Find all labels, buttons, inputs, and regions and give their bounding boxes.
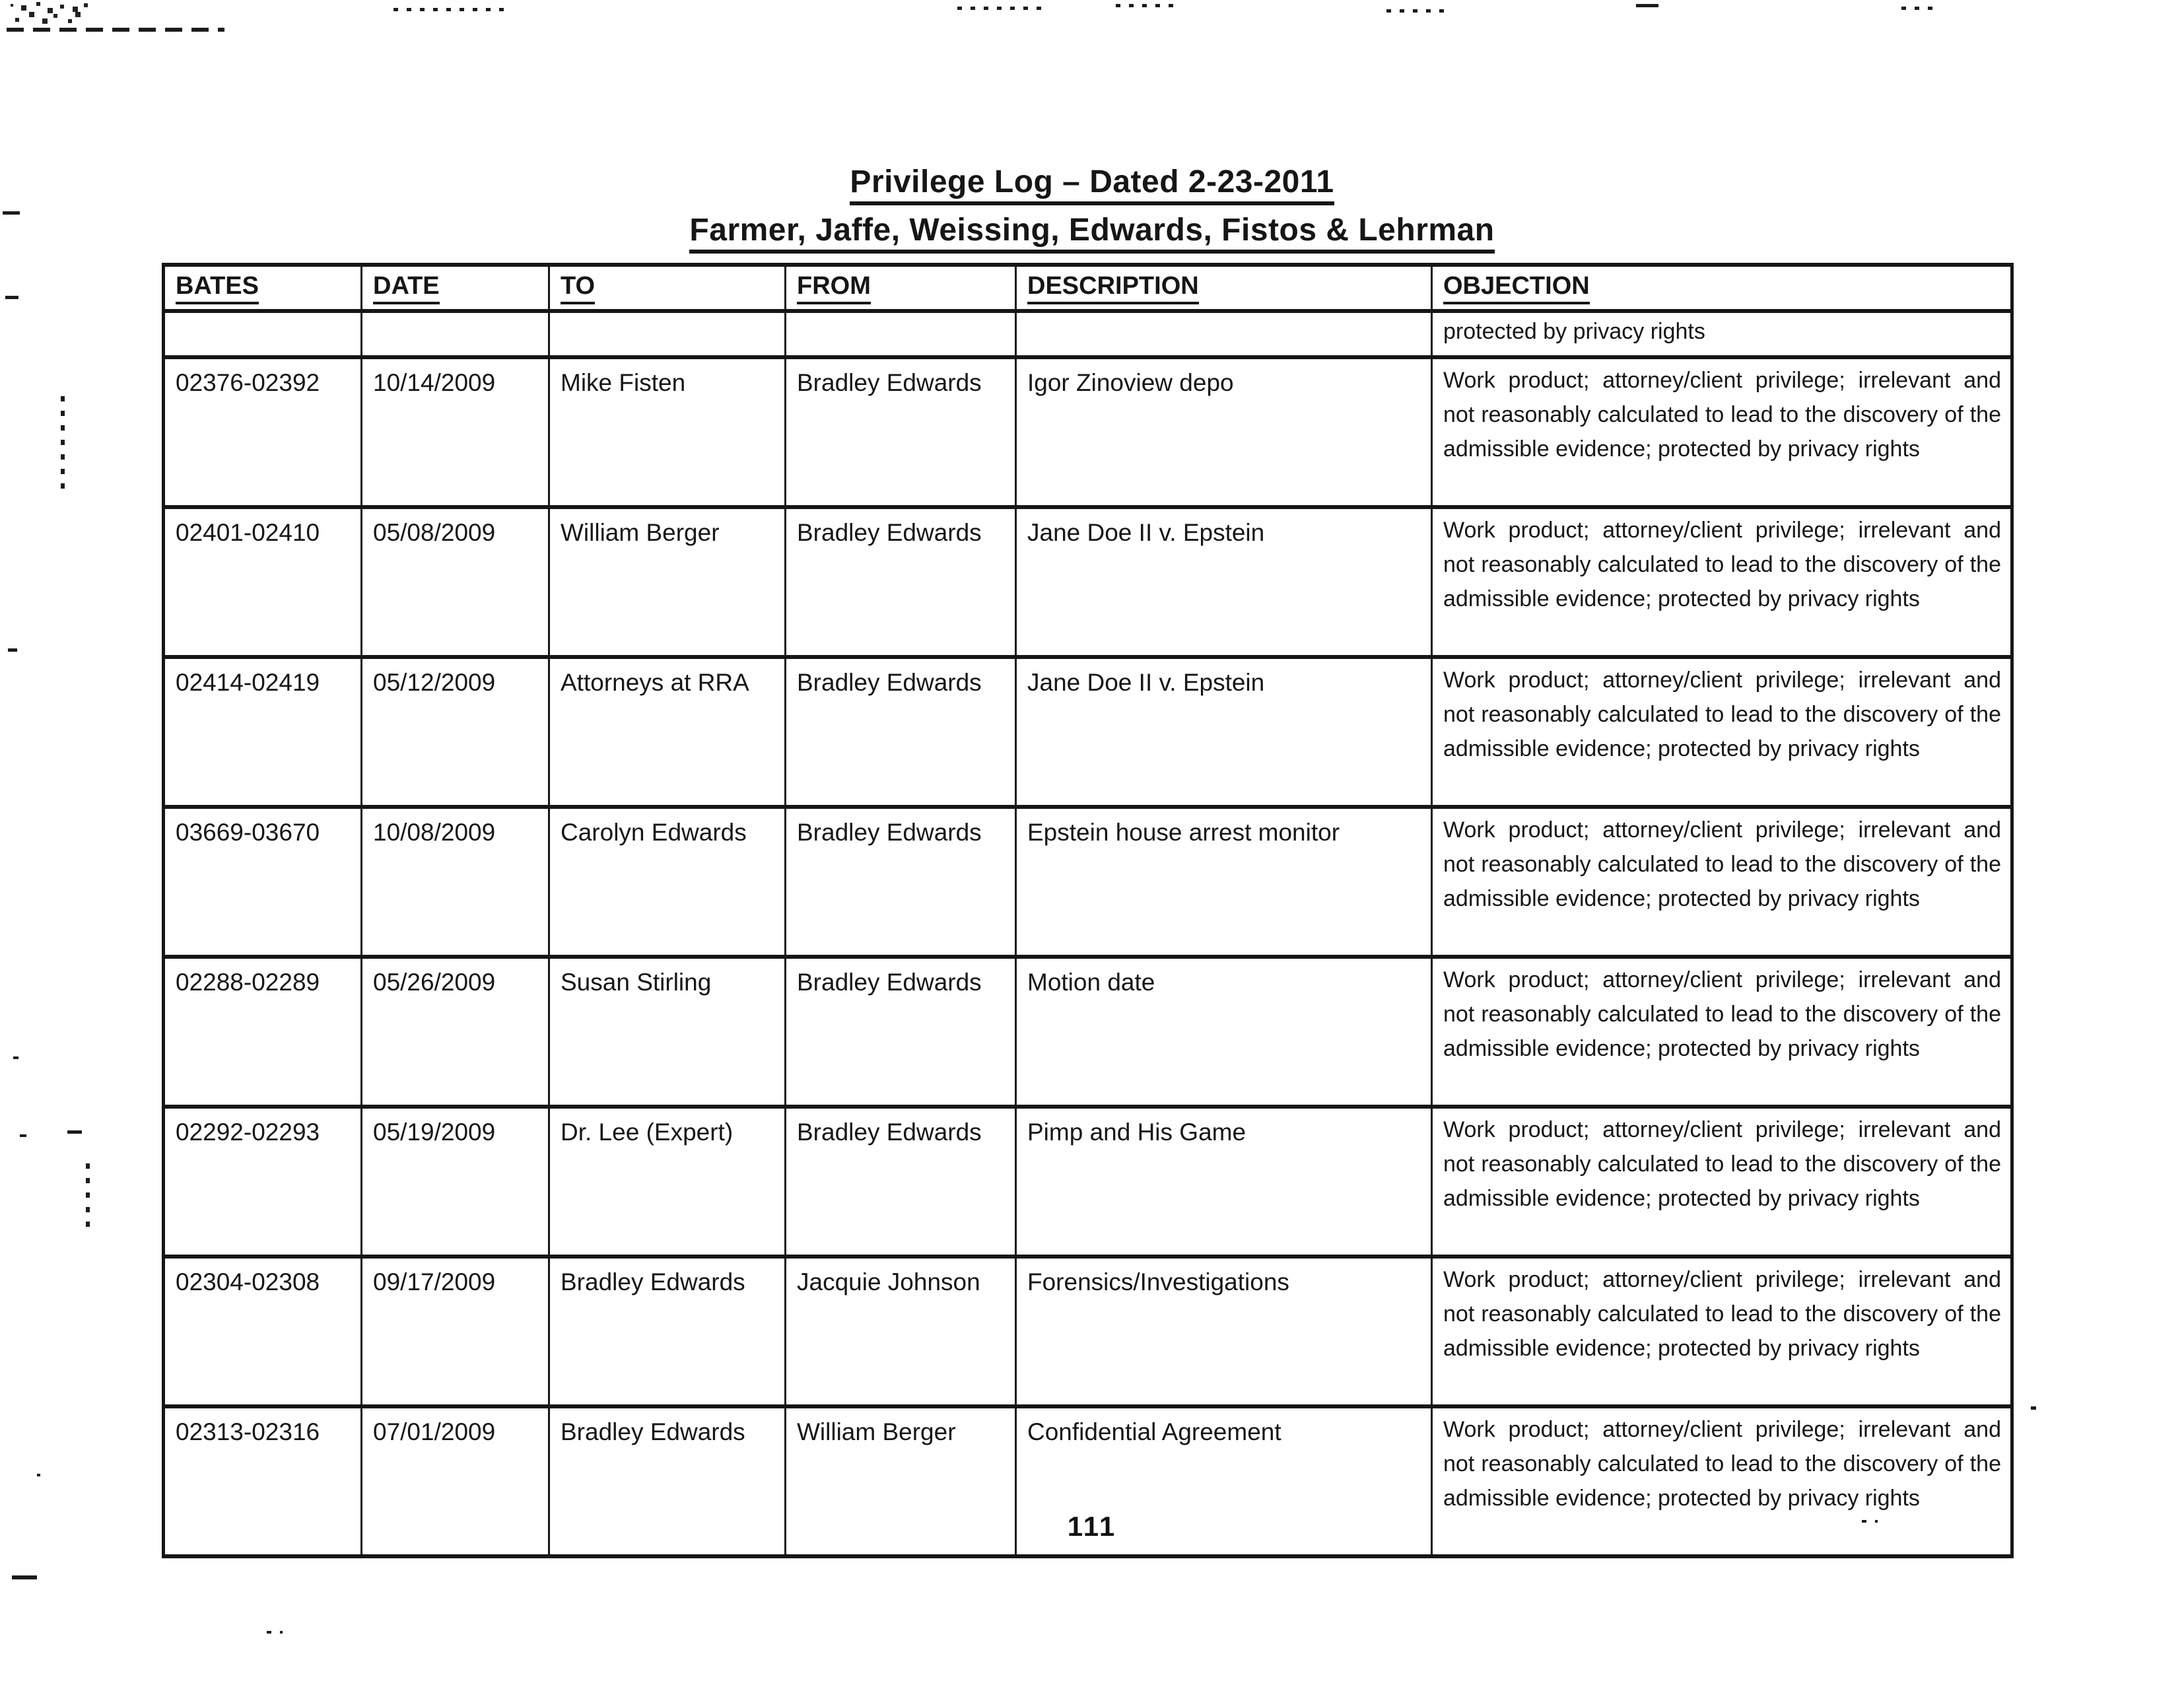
cell-date: 07/01/2009 — [362, 1406, 549, 1556]
table-row — [164, 311, 2012, 357]
cell-objection: Work product; attorney/client privilege; irrelevant and not reasonably calculated to lead to the discovery of the admissible evidence; protected by privacy rights — [1432, 1257, 2012, 1406]
cell-date: 10/08/2009 — [362, 807, 549, 957]
cell-date — [362, 311, 549, 357]
scan-artifact — [7, 28, 224, 32]
table-row — [164, 1257, 2012, 1406]
scan-artifact — [1636, 4, 1658, 7]
cell-description: Epstein house arrest monitor — [1016, 807, 1432, 957]
cell-to: Bradley Edwards — [549, 1406, 786, 1556]
cell-to: Carolyn Edwards — [549, 807, 786, 957]
cell-description: Confidential Agreement — [1016, 1406, 1432, 1556]
privilege-log-table — [162, 263, 2014, 1558]
cell-to: Dr. Lee (Expert) — [549, 1107, 786, 1257]
cell-to: William Berger — [549, 507, 786, 657]
cell-from: Bradley Edwards — [786, 357, 1016, 507]
cell-objection: Work product; attorney/client privilege; irrelevant and not reasonably calculated to lead to the discovery of the admissible evidence; protected by privacy rights — [1432, 957, 2012, 1107]
page-subtitle: Farmer, Jaffe, Weissing, Edwards, Fistos & Lehrman — [689, 213, 1494, 254]
cell-description: Motion date — [1016, 957, 1432, 1107]
cell-bates: 03669-03670 — [164, 807, 362, 957]
scan-artifact — [267, 1631, 283, 1634]
cell-description — [1016, 311, 1432, 357]
page-title: Privilege Log – Dated 2-23-2011 — [850, 165, 1334, 205]
cell-objection: Work product; attorney/client privilege; irrelevant and not reasonably calculated to lead to the discovery of the admissible evidence; protected by privacy rights — [1432, 807, 2012, 957]
scan-artifact — [86, 1163, 90, 1236]
cell-from: William Berger — [786, 1406, 1016, 1556]
cell-objection: Work product; attorney/client privilege; irrelevant and not reasonably calculated to lead to the discovery of the admissible evidence; protected by privacy rights — [1432, 1406, 2012, 1556]
cell-to: Susan Stirling — [549, 957, 786, 1107]
cell-bates: 02292-02293 — [164, 1107, 362, 1257]
page-number: 111 — [1067, 1511, 1117, 1542]
scan-artifact — [67, 1130, 82, 1134]
cell-objection: Work product; attorney/client privilege; irrelevant and not reasonably calculated to lead to the discovery of the admissible evidence; protected by privacy rights — [1432, 657, 2012, 807]
cell-to: Bradley Edwards — [549, 1257, 786, 1406]
cell-bates: 02376-02392 — [164, 357, 362, 507]
cell-from — [786, 311, 1016, 357]
header-objection: OBJECTION — [1432, 265, 2012, 311]
cell-to — [549, 311, 786, 357]
cell-from: Jacquie Johnson — [786, 1257, 1016, 1406]
scan-artifact — [1386, 9, 1446, 13]
document-header — [0, 0, 2184, 254]
cell-description: Forensics/Investigations — [1016, 1257, 1432, 1406]
scan-artifact — [393, 8, 512, 11]
table-row — [164, 957, 2012, 1107]
table-body — [164, 311, 2012, 1556]
header-row — [164, 265, 2012, 311]
header-to: TO — [549, 265, 786, 311]
cell-from: Bradley Edwards — [786, 807, 1016, 957]
cell-to: Mike Fisten — [549, 357, 786, 507]
cell-bates: 02414-02419 — [164, 657, 362, 807]
cell-date: 05/08/2009 — [362, 507, 549, 657]
scan-artifact — [5, 296, 18, 299]
cell-bates: 02401-02410 — [164, 507, 362, 657]
table-row — [164, 1107, 2012, 1257]
scan-artifact — [61, 396, 65, 495]
cell-from: Bradley Edwards — [786, 507, 1016, 657]
scan-artifact — [8, 648, 17, 652]
cell-from: Bradley Edwards — [786, 957, 1016, 1107]
scan-artifact — [13, 1056, 18, 1059]
scan-artifact — [1116, 4, 1182, 7]
table-header — [164, 265, 2012, 311]
cell-description: Igor Zinoview depo — [1016, 357, 1432, 507]
cell-bates: 02288-02289 — [164, 957, 362, 1107]
scan-artifact — [11, 4, 13, 7]
cell-bates — [164, 311, 362, 357]
cell-objection: protected by privacy rights — [1432, 311, 2012, 357]
header-from: FROM — [786, 265, 1016, 311]
cell-bates: 02304-02308 — [164, 1257, 362, 1406]
cell-objection: Work product; attorney/client privilege; irrelevant and not reasonably calculated to lead to the discovery of the admissible evidence; protected by privacy rights — [1432, 1107, 2012, 1257]
scan-artifact — [12, 1575, 37, 1579]
scan-artifact — [957, 7, 1043, 10]
cell-description: Jane Doe II v. Epstein — [1016, 657, 1432, 807]
table-row — [164, 807, 2012, 957]
cell-description: Jane Doe II v. Epstein — [1016, 507, 1432, 657]
cell-date: 09/17/2009 — [362, 1257, 549, 1406]
scan-artifact — [20, 1134, 26, 1137]
cell-date: 05/19/2009 — [362, 1107, 549, 1257]
scan-artifact — [2031, 1406, 2036, 1410]
cell-from: Bradley Edwards — [786, 657, 1016, 807]
cell-date: 05/12/2009 — [362, 657, 549, 807]
cell-objection: Work product; attorney/client privilege; irrelevant and not reasonably calculated to lead to the discovery of the admissible evidence; protected by privacy rights — [1432, 507, 2012, 657]
cell-objection: Work product; attorney/client privilege; irrelevant and not reasonably calculated to lead to the discovery of the admissible evidence; protected by privacy rights — [1432, 357, 2012, 507]
header-bates: BATES — [164, 265, 362, 311]
header-date: DATE — [362, 265, 549, 311]
cell-description: Pimp and His Game — [1016, 1107, 1432, 1257]
table-row — [164, 657, 2012, 807]
cell-bates: 02313-02316 — [164, 1406, 362, 1556]
cell-from: Bradley Edwards — [786, 1107, 1016, 1257]
scan-artifact — [1901, 7, 1941, 10]
scan-artifact — [37, 1474, 40, 1476]
cell-to: Attorneys at RRA — [549, 657, 786, 807]
scan-artifact — [3, 211, 20, 215]
cell-date: 10/14/2009 — [362, 357, 549, 507]
cell-date: 05/26/2009 — [362, 957, 549, 1107]
header-description: DESCRIPTION — [1016, 265, 1432, 311]
table-row — [164, 357, 2012, 507]
table-row — [164, 507, 2012, 657]
